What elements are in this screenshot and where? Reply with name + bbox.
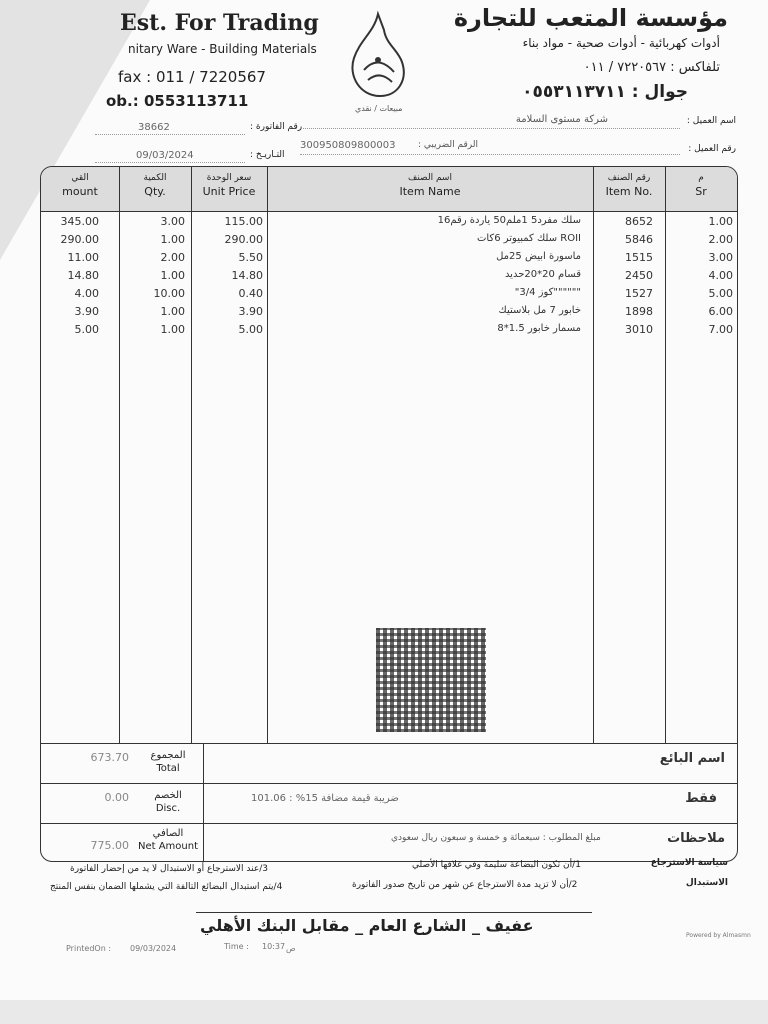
row-name: قسام 20*20حديد	[504, 269, 581, 280]
row-amount: 290.00	[60, 233, 99, 246]
company-fax-en: fax : 011 / 7220567	[118, 68, 266, 86]
row-qty: 1.00	[160, 233, 185, 246]
printed-on-label: PrintedOn :	[66, 944, 112, 953]
row-sr: 3.00	[708, 251, 733, 264]
row-name: ROII سلك كمبيوتر 6كات	[476, 233, 581, 244]
row-amount: 5.00	[74, 323, 99, 336]
only-label: فقط	[685, 791, 717, 806]
row-item-no: 2450	[625, 269, 653, 282]
row-unit-price: 115.00	[224, 215, 263, 228]
invoice-number-label: رقم الفاتورة :	[250, 122, 303, 132]
row-qty: 1.00	[160, 305, 185, 318]
qr-code-icon	[376, 628, 486, 732]
items-table	[40, 166, 738, 862]
row-sr: 6.00	[708, 305, 733, 318]
row-amount: 345.00	[60, 215, 99, 228]
customer-name-label: اسم العميل :	[686, 116, 736, 126]
company-name-ar: مؤسسة المتعب للتجارة	[453, 4, 728, 32]
row-name: خابور 7 مل بلاستيك	[498, 305, 581, 316]
row-item-no: 1515	[625, 251, 653, 264]
row-sr: 5.00	[708, 287, 733, 300]
row-item-no: 3010	[625, 323, 653, 336]
notes-label: ملاحظات	[667, 831, 725, 846]
invoice-date: 09/03/2024	[136, 150, 194, 161]
row-sr: 4.00	[708, 269, 733, 282]
customer-name: شركة مستوى السلامة	[515, 114, 608, 125]
company-name-en: Est. For Trading	[120, 10, 319, 36]
row-name: سلك مفرد5 1ملم50 ياردة رقم16	[437, 215, 581, 226]
col-sr-header: م Sr	[695, 173, 707, 198]
row-unit-price: 14.80	[231, 269, 263, 282]
net-amount-value: 775.00	[90, 839, 129, 852]
row-qty: 1.00	[160, 269, 185, 282]
row-unit-price: 290.00	[224, 233, 263, 246]
powered-by: Powered by Almasmn	[686, 932, 751, 939]
row-sr: 1.00	[708, 215, 733, 228]
row-name: ماسورة ابيض 25مل	[496, 251, 581, 262]
row-amount: 3.90	[74, 305, 99, 318]
company-fax-ar: تلفاكس : ٧٢٢٠٥٦٧ / ٠١١	[583, 60, 720, 75]
policy-2: 2/أن لا تزيد مدة الاسترجاع عن شهر من تاريخ صدور الفاتورة	[352, 880, 578, 890]
row-qty: 1.00	[160, 323, 185, 336]
sales-type-tag: مبيعات / نقدي	[355, 104, 403, 113]
total-label: المجموع Total	[150, 750, 186, 774]
row-amount: 4.00	[74, 287, 99, 300]
policy-3: 3/عند الاسترجاع أو الاستبدال لا يد من إحضار الفاتورة	[70, 864, 268, 874]
net-amount-label: الصافي Net Amount	[137, 828, 199, 852]
row-name: مسمار خابور 1.5*8	[497, 323, 581, 334]
row-amount: 11.00	[67, 251, 99, 264]
col-qty-header: الكمية Qty.	[143, 173, 167, 198]
total-value: 673.70	[90, 751, 129, 764]
row-qty: 2.00	[160, 251, 185, 264]
print-time: 10:37	[262, 942, 286, 951]
discount-value: 0.00	[104, 791, 129, 804]
col-unit-price-header: سعر الوحدة Unit Price	[202, 173, 256, 198]
row-name: """"""كوز 3/4"	[514, 287, 581, 298]
time-label: Time :	[224, 942, 249, 951]
row-qty: 3.00	[160, 215, 185, 228]
row-item-no: 1527	[625, 287, 653, 300]
tax-number: 300950809800003	[300, 140, 396, 151]
row-amount: 14.80	[67, 269, 99, 282]
row-item-no: 8652	[625, 215, 653, 228]
company-subtitle-ar: أدوات كهربائية - أدوات صحية - مواد بناء	[522, 36, 720, 50]
col-item-name-header: اسم الصنف Item Name	[399, 173, 461, 198]
company-mobile-en: ob.: 0553113711	[106, 92, 249, 110]
store-address: عفيف _ الشارع العام _ مقابل البنك الأهلي	[200, 916, 534, 935]
vat-amount: ضريبة قيمة مضافة 15% : 101.06	[251, 793, 399, 804]
exchange-label: الاستبدال	[685, 878, 728, 888]
row-item-no: 1898	[625, 305, 653, 318]
printed-on-date: 09/03/2024	[130, 944, 177, 953]
company-mobile-ar: جوال : ٠٥٥٣١١٣٧١١	[522, 82, 688, 102]
seller-name-label: اسم البائع	[659, 751, 725, 766]
date-label: التـاريـخ :	[250, 150, 285, 160]
row-unit-price: 5.00	[238, 323, 263, 336]
row-unit-price: 3.90	[238, 305, 263, 318]
row-unit-price: 5.50	[238, 251, 263, 264]
col-amount-header: القي mount	[62, 173, 98, 198]
discount-label: الخصم Disc.	[154, 790, 182, 814]
time-suffix: ص	[286, 944, 296, 953]
row-sr: 2.00	[708, 233, 733, 246]
return-policy-label: سياسة الاسترجاع	[650, 858, 728, 868]
tax-number-label: الرقم الضريبي :	[418, 140, 478, 150]
policy-1: 1/أن تكون البضاعة سليمة وفي غلافها الأصلي	[412, 860, 581, 870]
col-item-no-header: رقم الصنف Item No.	[605, 173, 653, 198]
row-unit-price: 0.40	[238, 287, 263, 300]
row-item-no: 5846	[625, 233, 653, 246]
customer-number-label: رقم العميل :	[688, 144, 736, 154]
row-qty: 10.00	[153, 287, 185, 300]
row-sr: 7.00	[708, 323, 733, 336]
amount-in-words: مبلغ المطلوب : سبعمائة و خمسة و سبعون ريال سعودي	[391, 833, 601, 843]
company-logo-icon	[338, 10, 418, 105]
policy-4: 4/يتم استبدال البضائع التالفة التي يشملها الضمان بنفس المنتج	[50, 882, 283, 892]
company-subtitle-en: nitary Ware - Building Materials	[128, 42, 317, 56]
invoice-number: 38662	[138, 122, 170, 133]
